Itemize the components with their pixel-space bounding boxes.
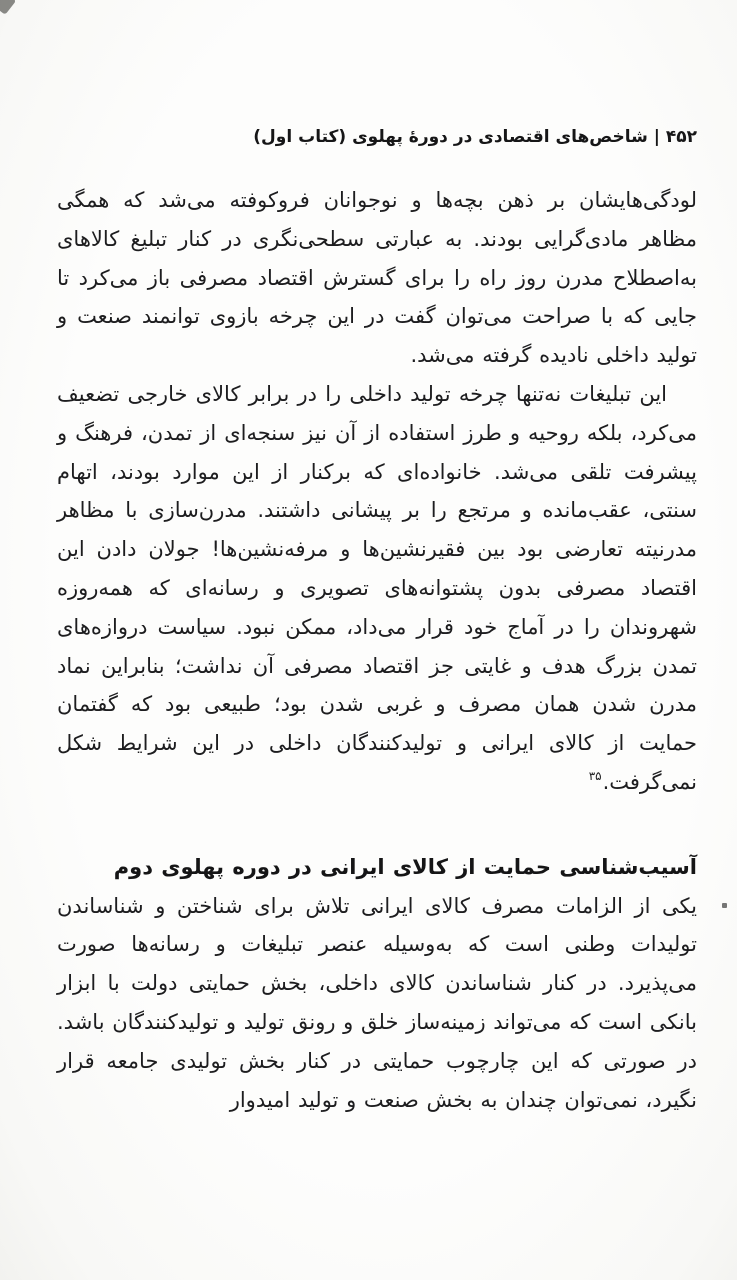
footnote-marker-35: ۳۵ xyxy=(588,768,602,783)
body-paragraph-2 xyxy=(57,375,697,802)
running-header-page-number-and-title: ۴۵۲ | شاخص‌های اقتصادی در دورهٔ پهلوی (کتاب اول) xyxy=(253,127,697,147)
body-paragraph-1: لودگی‌هایشان بر ذهن بچه‌ها و نوجوانان فروکوفته می‌شد که همگی مظاهر مادی‌گرایی بودند. به عبارتی سطحی‌نگری در کنار تبلیغ کالاهای به‌اصطلاح مدرن روز راه را برای گسترش اقتصاد مصرفی باز می‌کرد تا جایی که با صراحت می‌توان گفت در این چرخه بازوی توانمند صنعت و تولید داخلی نادیده گرفته می‌شد. xyxy=(57,188,697,368)
scan-ink-speck xyxy=(722,903,727,908)
body-paragraph-3: یکی از الزامات مصرف کالای ایرانی تلاش برای شناختن و شناساندن تولیدات وطنی است که به‌وسیله عنصر تبلیغات و رسانه‌ها صورت می‌پذیرد. در کنار شناساندن کالای داخلی، بخش حمایتی دولت با ابزار بانکی است که می‌تواند زمینه‌ساز خلق و رونق تولید و تولیدکنندگان باشد. در صورتی که این چارچوب حمایتی در کنار بخش تولیدی جامعه قرار نگیرد، نمی‌توان چندان به بخش صنعت و تولید امیدوار xyxy=(57,893,697,1112)
body-text-column xyxy=(57,181,697,1119)
body-paragraph-2-text: این تبلیغات نه‌تنها چرخه تولید داخلی را در برابر کالای خارجی تضعیف می‌کرد، بلکه روحیه و طرز استفاده از آن نیز سنجه‌ای از تمدن، فرهنگ و پیشرفت تلقی می‌شد. خانواده‌ای که برکنار از این موارد بودند، اتهام سنتی، عقب‌مانده و مرتجع را بر پیشانی داشتند. مدرن‌سازی با مظاهر مدرنیته تعارضی بود بین فقیرنشین‌ها و مرفه‌نشین‌ها! جولان دادن این اقتصاد مصرفی بدون پشتوانه‌های تصویری و رسانه‌ای که همه‌روزه شهروندان را در آماج خود قرار می‌داد، ممکن نبود. سیاست دروازه‌های تمدن بزرگ هدف و غایتی جز اقتصاد مصرفی آن نداشت؛ بنابراین نماد مدرن شدن همان مصرف و غربی شدن بود؛ طبیعی بود که گفتمان حمایت از کالای ایرانی و تولیدکنندگان داخلی در این شرایط شکل نمی‌گرفت. xyxy=(57,381,697,794)
scan-corner-artifact xyxy=(0,0,16,15)
section-heading: آسیب‌شناسی حمایت از کالای ایرانی در دوره پهلوی دوم xyxy=(113,854,697,879)
